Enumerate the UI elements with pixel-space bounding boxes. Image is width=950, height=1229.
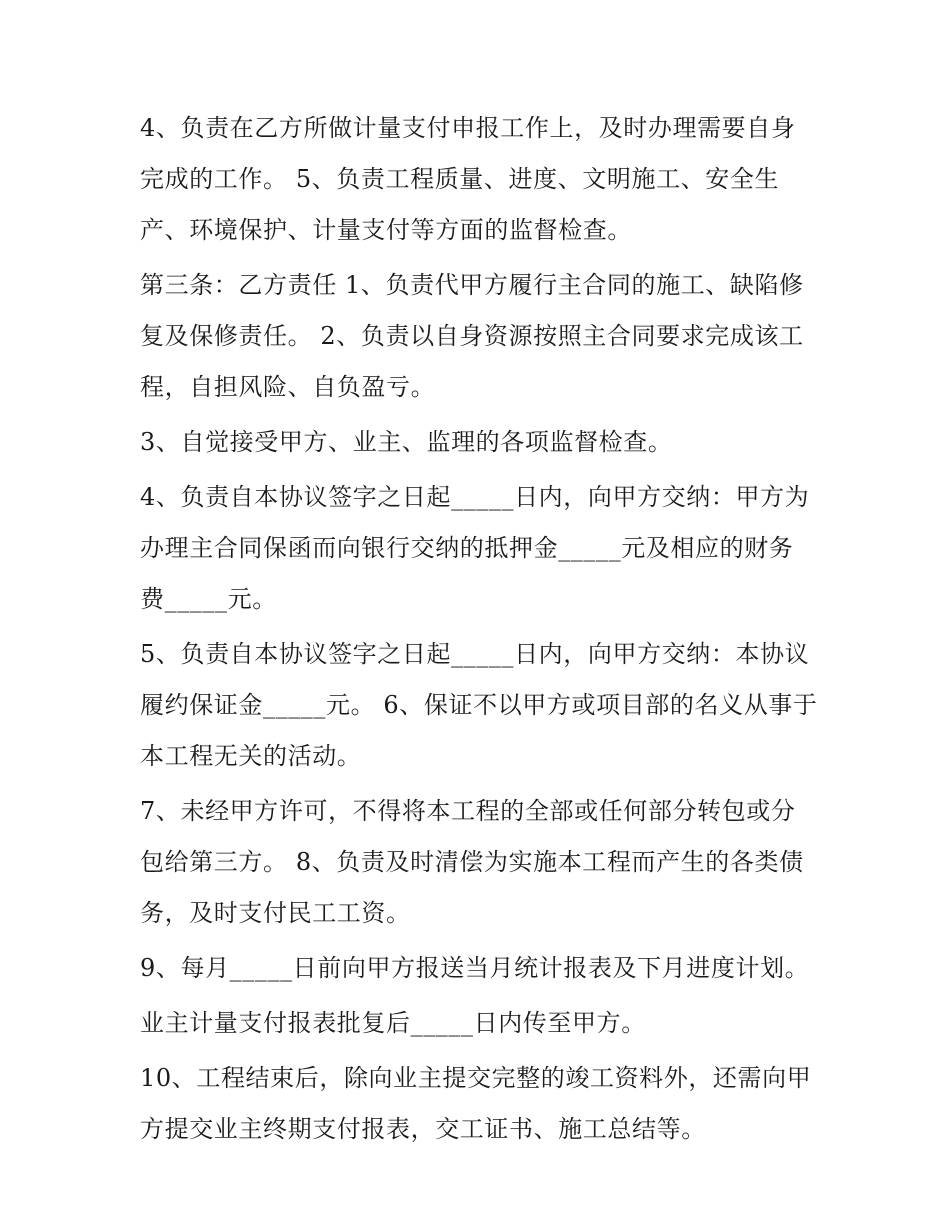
text-line: 第三条：乙方责任 1、负责代甲方履行主合同的施工、缺陷修 bbox=[140, 271, 804, 299]
paragraph-clause-4-deposit bbox=[140, 472, 820, 625]
paragraph-clause-7-8 bbox=[140, 786, 820, 939]
text-line: 4、负责在乙方所做计量支付申报工作上，及时办理需要自身 bbox=[140, 114, 796, 142]
text-line: 10、工程结束后，除向业主提交完整的竣工资料外，还需向甲 bbox=[140, 1064, 812, 1092]
paragraph-clause-10 bbox=[140, 1053, 820, 1155]
text-line: 履约保证金_____元。 6、保证不以甲方或项目部的名义从事于 bbox=[140, 691, 818, 719]
text-line: 复及保修责任。 2、负责以自身资源按照主合同要求完成该工 bbox=[140, 322, 804, 350]
text-line: 4、负责自本协议签字之日起_____日内，向甲方交纳：甲方为 bbox=[140, 483, 810, 511]
text-line: 办理主合同保函而向银行交纳的抵押金_____元及相应的财务 bbox=[140, 534, 794, 562]
text-line: 7、未经甲方许可，不得将本工程的全部或任何部分转包或分 bbox=[140, 797, 796, 825]
paragraph-article-3-party-b bbox=[140, 260, 820, 413]
text-line: 5、负责自本协议签字之日起_____日内，向甲方交纳：本协议 bbox=[140, 640, 810, 668]
text-line: 完成的工作。 5、负责工程质量、进度、文明施工、安全生 bbox=[140, 165, 780, 193]
text-line: 程，自担风险、自负盈亏。 bbox=[140, 373, 436, 401]
paragraph-clause-4-5 bbox=[140, 103, 820, 256]
text-line: 方提交业主终期支付报表，交工证书、施工总结等。 bbox=[140, 1115, 706, 1143]
text-line: 9、每月_____日前向甲方报送当月统计报表及下月进度计划。 bbox=[140, 954, 810, 982]
text-line: 3、自觉接受甲方、业主、监理的各项监督检查。 bbox=[140, 428, 673, 456]
document-body bbox=[140, 103, 820, 1159]
paragraph-clause-5-6 bbox=[140, 629, 820, 782]
text-line: 包给第三方。 8、负责及时清偿为实施本工程而产生的各类债 bbox=[140, 848, 804, 876]
text-line: 务，及时支付民工工资。 bbox=[140, 899, 411, 927]
text-line: 费_____元。 bbox=[140, 585, 277, 613]
paragraph-clause-3 bbox=[140, 417, 820, 468]
paragraph-clause-9 bbox=[140, 943, 820, 994]
paragraph-clause-9-continued bbox=[140, 998, 820, 1049]
text-line: 业主计量支付报表批复后_____日内传至甲方。 bbox=[140, 1009, 646, 1037]
text-line: 本工程无关的活动。 bbox=[140, 742, 362, 770]
text-line: 产、环境保护、计量支付等方面的监督检查。 bbox=[140, 216, 632, 244]
